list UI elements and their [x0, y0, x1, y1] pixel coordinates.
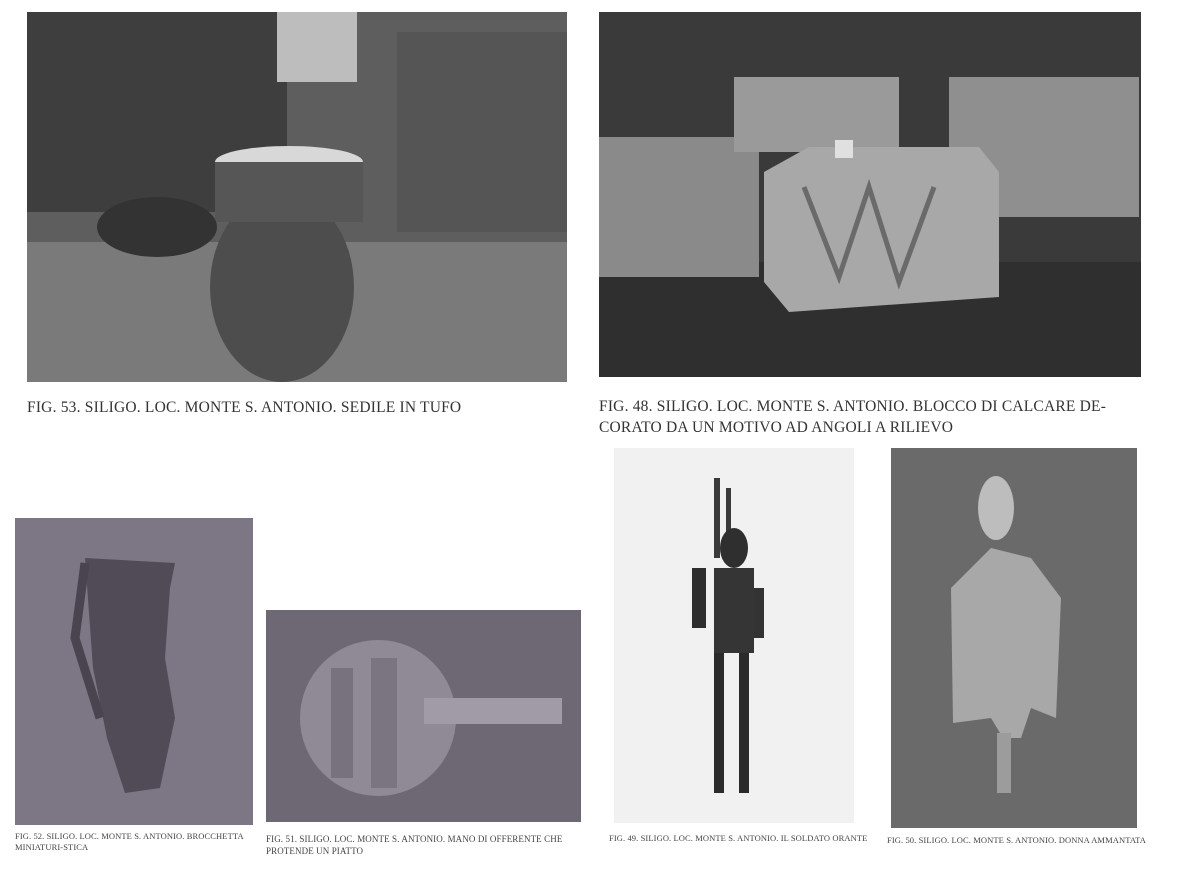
photo-fig51-offering-hand: [266, 610, 581, 822]
caption-fig52: FIG. 52. SILIGO. LOC. MONTE S. ANTONIO. BROCCHETTA MINIATURI-STICA: [15, 831, 244, 853]
photo-fig53-tuff-seat: [27, 12, 567, 382]
caption-fig48: FIG. 48. SILIGO. LOC. MONTE S. ANTONIO. BLOCCO DI CALCARE DE-CORATO DA UN MOTIVO AD ANGOLI A RILIEVO: [599, 398, 1107, 436]
caption-fig50: FIG. 50. SILIGO. LOC. MONTE S. ANTONIO. DONNA AMMANTATA: [887, 835, 1146, 845]
photo-fig50-cloaked-woman: [891, 448, 1137, 828]
photo-fig49-praying-soldier: [614, 448, 854, 823]
photo-fig48-limestone-block: [599, 12, 1141, 377]
photo-fig52-miniature-jug: [15, 518, 253, 825]
caption-fig51: FIG. 51. SILIGO. LOC. MONTE S. ANTONIO. MANO DI OFFERENTE CHE PROTENDE UN PIATTO: [266, 834, 563, 857]
caption-fig53: FIG. 53. SILIGO. LOC. MONTE S. ANTONIO. SEDILE IN TUFO: [27, 399, 462, 416]
caption-fig49: FIG. 49. SILIGO. LOC. MONTE S. ANTONIO. IL SOLDATO ORANTE: [609, 833, 868, 843]
